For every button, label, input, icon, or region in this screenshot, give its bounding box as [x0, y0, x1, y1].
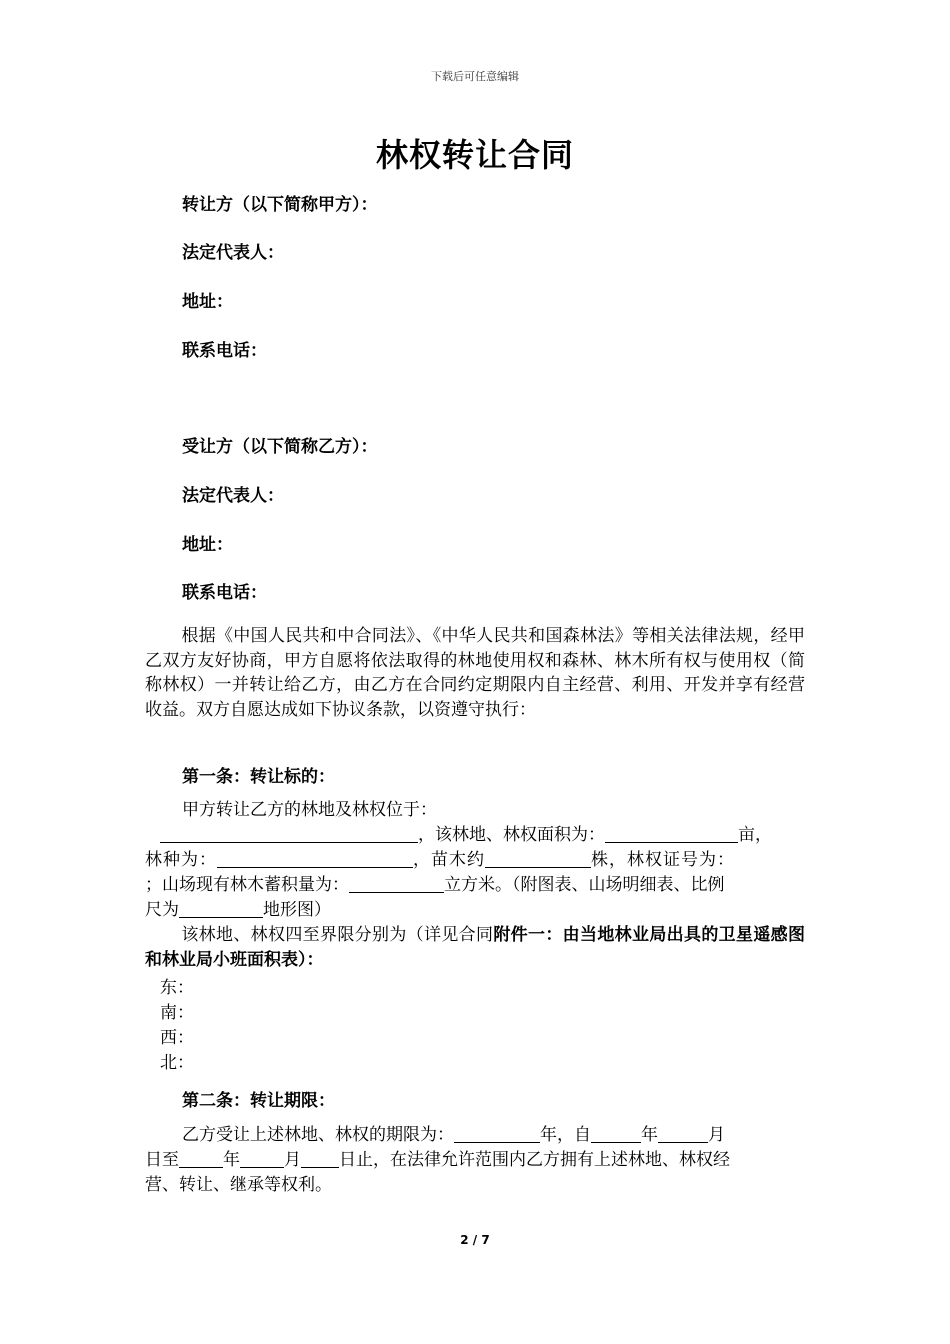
party-b-phone: 联系电话： [182, 583, 267, 603]
party-a-rep: 法定代表人： [182, 243, 284, 263]
start-day-label: 日至 [145, 1150, 179, 1170]
stems-label: 株，林权证号为： [591, 850, 735, 870]
volume-blank[interactable] [349, 874, 444, 893]
party-a-heading: 转让方（以下简称甲方）： [182, 195, 378, 215]
area-blank[interactable] [605, 824, 738, 843]
direction-north: 北： [160, 1053, 194, 1073]
start-month-blank[interactable] [658, 1124, 708, 1143]
m3-label: 立方米。（附图表、山场明细表、比例 [444, 875, 725, 895]
boundary-annex: 附件一：由当地林业局出具的卫星遥感图和林业局小班面积表）： [145, 925, 806, 970]
end-year-label: 年 [223, 1150, 240, 1170]
volume-label: ；山场现有林木蓄积量为： [145, 875, 349, 895]
article2-line1 [182, 1123, 725, 1148]
article1-line3 [145, 848, 735, 873]
article2-line3: 营、转让、继承等权利。 [145, 1175, 332, 1195]
article1-intro: 甲方转让乙方的林地及林权位于： [182, 800, 437, 820]
article1-line2 [160, 823, 772, 848]
start-month-label: 月 [708, 1125, 725, 1145]
end-year-blank[interactable] [179, 1149, 223, 1168]
species-blank[interactable] [217, 849, 413, 868]
party-a-address: 地址： [182, 292, 233, 312]
article1-line4 [145, 873, 725, 898]
header-note: 下载后可任意编辑 [431, 70, 519, 83]
species-label: 林种为： [145, 850, 217, 870]
seedling-label: ，苗木约 [413, 850, 485, 870]
direction-south: 南： [160, 1003, 194, 1023]
seedling-blank[interactable] [485, 849, 591, 868]
party-a-phone: 联系电话： [182, 341, 267, 361]
location-blank[interactable] [160, 824, 418, 843]
party-b-address: 地址： [182, 535, 233, 555]
end-month-label: 月 [284, 1150, 301, 1170]
mu-label: 亩， [738, 825, 772, 845]
article1-heading: 第一条：转让标的： [182, 767, 335, 787]
preamble-text: 根据《中国人民共和中合同法》、《中华人民共和国森林法》等相关法律法规，经甲乙双方友好协商，甲方自愿将依法取得的林地使用权和森林、林木所有权与使用权（简称林权）一并转让给乙方，由乙方在合同约定期限内自主经营、利用、开发并享有经营收益。双方自愿达成如下协议条款，以资遵守执行： [145, 626, 805, 720]
article2-heading: 第二条：转让期限： [182, 1091, 335, 1111]
document-title: 林权转让合同 [375, 136, 574, 174]
direction-east: 东： [160, 978, 194, 998]
party-b-rep: 法定代表人： [182, 486, 284, 506]
end-month-blank[interactable] [240, 1149, 284, 1168]
direction-west: 西： [160, 1028, 194, 1048]
term-label: 乙方受让上述林地、林权的期限为： [182, 1125, 454, 1145]
scale-label: 尺为 [145, 900, 179, 920]
area-label: ，该林地、林权面积为： [418, 825, 605, 845]
preamble-paragraph [145, 624, 805, 722]
party-b-heading: 受让方（以下简称乙方）： [182, 437, 378, 457]
page-number: 2 / 7 [460, 1233, 490, 1247]
rights-text: 日止，在法律允许范围内乙方拥有上述林地、林权经 [339, 1150, 730, 1170]
start-year-label: 年 [641, 1125, 658, 1145]
start-year-blank[interactable] [591, 1124, 641, 1143]
boundary-intro: 该林地、林权四至界限分别为（详见合同 [181, 925, 494, 945]
article1-line5 [145, 898, 331, 923]
scale-blank[interactable] [179, 899, 263, 918]
boundary-paragraph [145, 923, 805, 972]
end-day-blank[interactable] [301, 1149, 339, 1168]
article2-line2 [145, 1148, 730, 1173]
term-years-blank[interactable] [454, 1124, 540, 1143]
map-label: 地形图） [263, 900, 331, 920]
term-year-label: 年，自 [540, 1125, 591, 1145]
